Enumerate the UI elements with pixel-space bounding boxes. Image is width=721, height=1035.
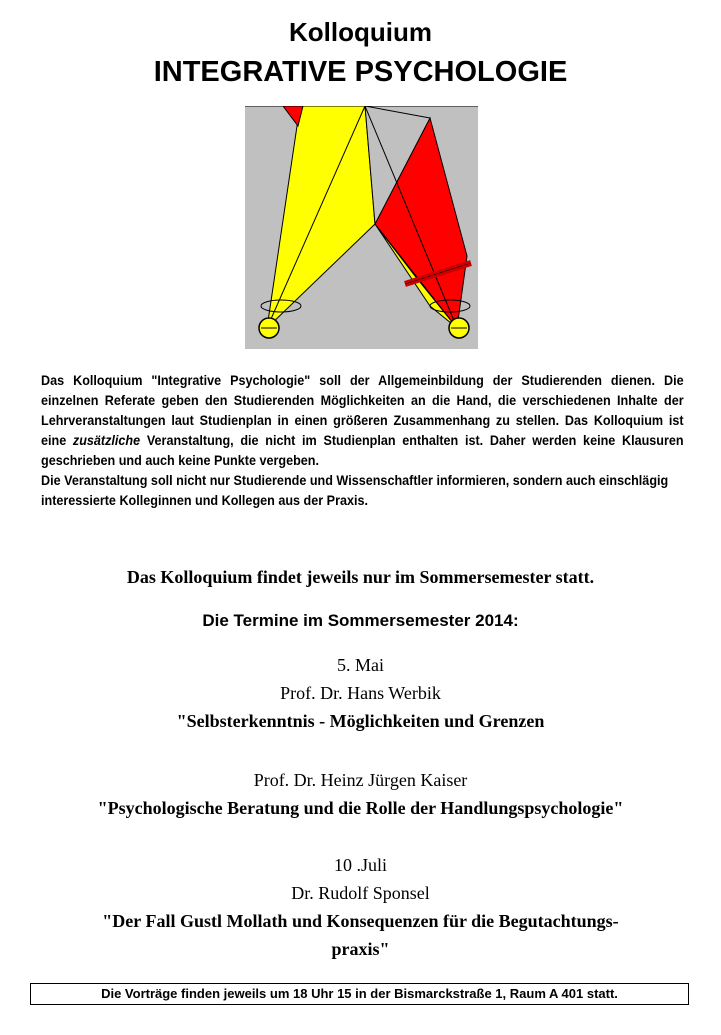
session-1 [0, 651, 721, 735]
spotlight-illustration [245, 106, 478, 349]
semester-note: Das Kolloquium findet jeweils nur im Sommersemester statt. [126, 567, 595, 587]
intro-paragraph-1: Das Kolloquium "Integrative Psychologie" soll der Allgemeinbildung der Studierenden dienen. Die einzelnen Referate geben den Studierenden Möglichkeiten an die Hand, die verschiedenen Inhalte der Lehrveranstaltungen laut Studienplan in einen größeren Zusammenhang zu stellen. Das Kolloquium ist eine zusätzliche Veranstaltung, die nicht im Studienplan enthalten ist. Daher werden keine Klausuren geschrieben und auch keine Punkte vergeben. [41, 372, 684, 468]
session-speaker: Prof. Dr. Hans Werbik [280, 683, 441, 703]
session-2 [0, 766, 721, 822]
session-topic-continued: praxis" [331, 939, 390, 959]
intro-text [41, 370, 684, 510]
session-speaker: Prof. Dr. Heinz Jürgen Kaiser [253, 770, 468, 790]
session-topic: "Selbsterkenntnis - Möglichkeiten und Grenzen [176, 711, 545, 731]
session-topic: "Psychologische Beratung und die Rolle der Handlungspsychologie" [97, 798, 624, 818]
schedule-heading: Die Termine im Sommersemester 2014: [202, 611, 519, 630]
session-topic: "Der Fall Gustl Mollath und Konsequenzen für die Begutachtungs- [102, 911, 619, 931]
title-kolloquium: Kolloquium [289, 17, 432, 47]
title-integrative-psychologie: INTEGRATIVE PSYCHOLOGIE [153, 56, 568, 88]
session-date: 10 .Juli [333, 855, 387, 875]
emphasis-zusaetzliche: zusätzliche [72, 432, 141, 448]
session-3 [0, 851, 721, 963]
intro-paragraph-2: Die Veranstaltung soll nicht nur Studierende und Wissenschaftler informieren, sondern auch einschlägig interessierte Kolleginnen und Kollegen aus der Praxis. [41, 472, 669, 508]
session-date: 5. Mai [337, 655, 384, 675]
session-speaker: Dr. Rudolf Sponsel [291, 883, 430, 903]
footer-location-note: Die Vorträge finden jeweils um 18 Uhr 15 in der Bismarckstraße 1, Raum A 401 statt. [30, 983, 689, 1005]
